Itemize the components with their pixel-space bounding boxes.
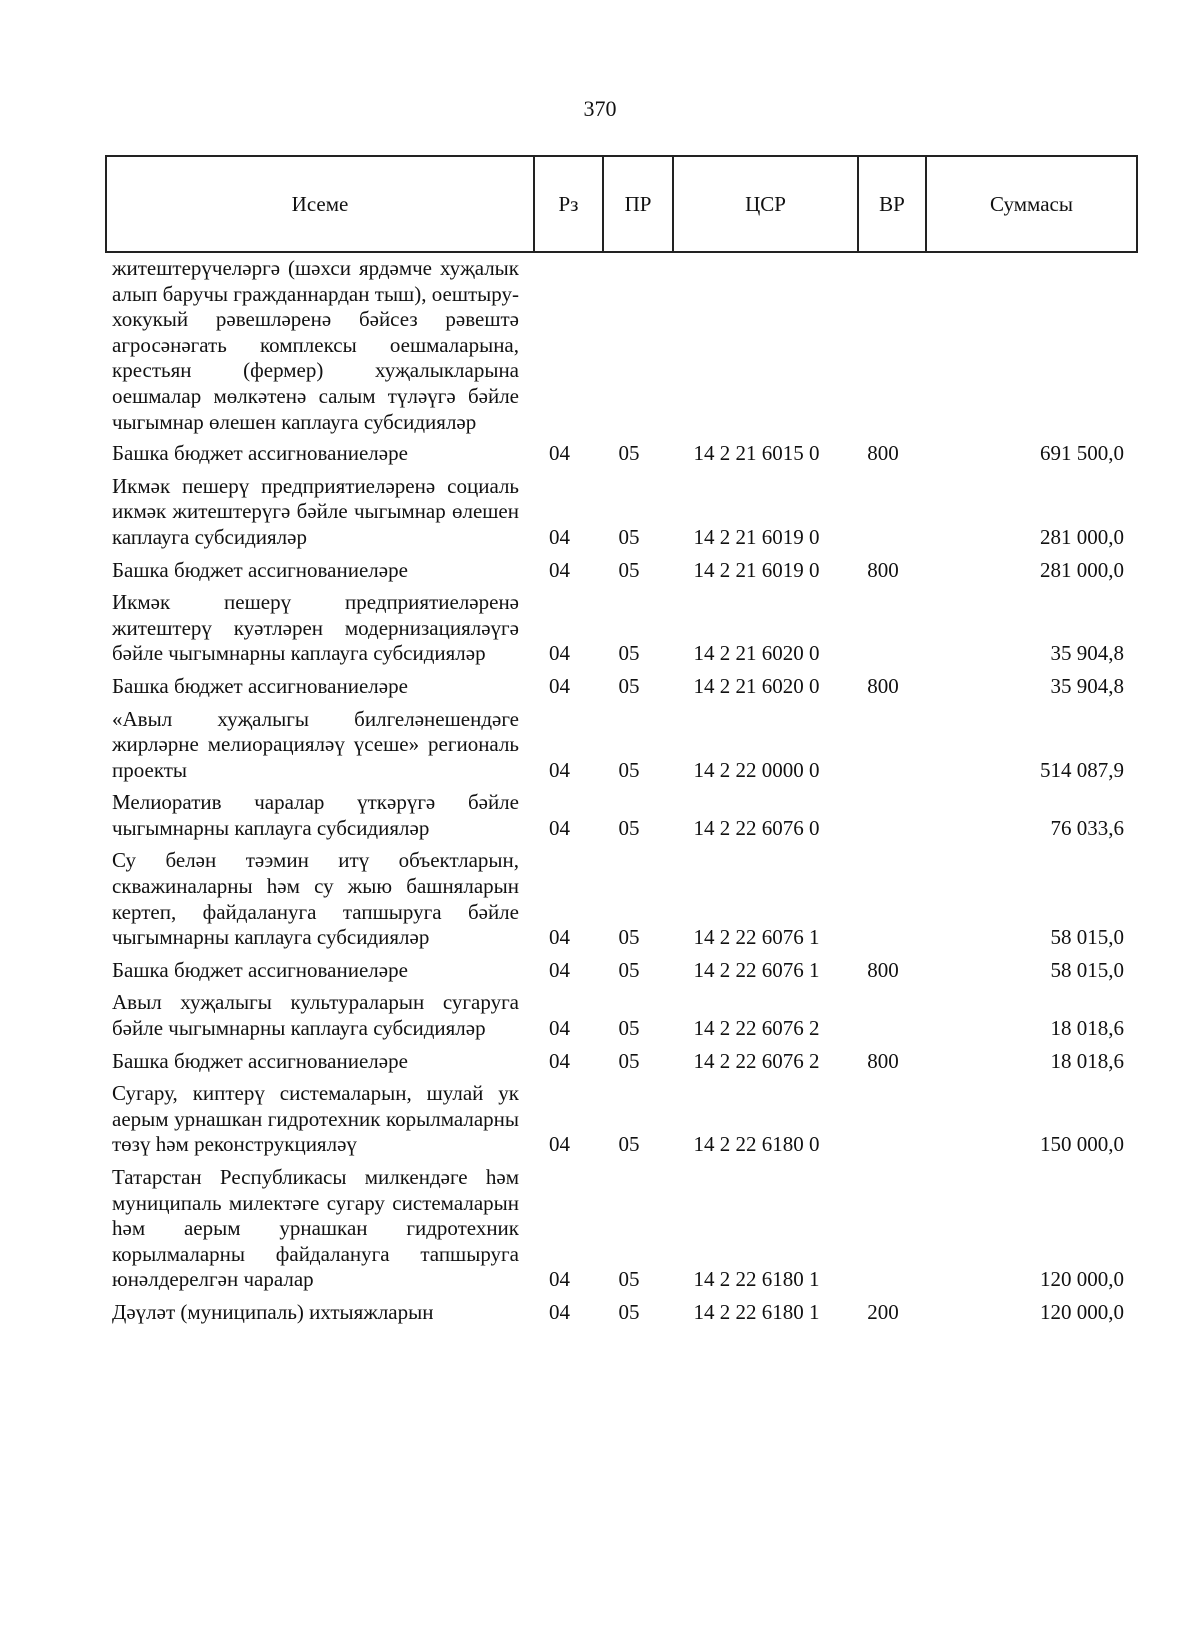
row-csr: 14 2 22 6076 0	[693, 815, 820, 840]
row-pr: 05	[618, 925, 640, 950]
row-pr: 05	[618, 524, 640, 549]
row-name: Сугару, киптерү системаларын, шулай ук аерым урнашкан гидротехник корылмаларны төзү һәм реконструкцияләү	[112, 1081, 519, 1157]
row-sum: 76 033,6	[1050, 815, 1124, 840]
row-name: Башка бюджет ассигнованиеләре	[112, 1048, 408, 1073]
row-csr: 14 2 21 6019 0	[693, 524, 820, 549]
row-sum: 35 904,8	[1050, 641, 1124, 666]
row-name: Мелиоратив чаралар үткәрүгә бәйле чыгымнарны каплауга субсидияләр	[112, 790, 519, 840]
row-sum: 58 015,0	[1050, 957, 1124, 982]
row-name: Башка бюджет ассигнованиеләре	[112, 557, 408, 582]
row-vr: 800	[867, 673, 899, 698]
row-csr: 14 2 21 6015 0	[693, 441, 820, 466]
row-pr: 05	[618, 441, 640, 466]
table-row	[105, 441, 1136, 467]
row-pr: 05	[618, 1132, 640, 1157]
table-row	[105, 1081, 1136, 1158]
row-sum: 691 500,0	[1040, 441, 1124, 466]
header-csr: ЦСР	[673, 156, 858, 252]
row-sum: 18 018,6	[1050, 1016, 1124, 1041]
header-rz: Рз	[534, 156, 603, 252]
row-pr: 05	[618, 1267, 640, 1292]
row-vr: 800	[867, 1048, 899, 1073]
table-row	[105, 990, 1136, 1041]
row-rz: 04	[549, 1299, 570, 1324]
row-sum: 120 000,0	[1040, 1267, 1124, 1292]
page-number: 370	[583, 96, 617, 121]
row-name: Икмәк пешерү предприятиеләренә житештерү куәтләрен модернизацияләүгә бәйле чыгымнарны каплауга субсидияләр	[112, 590, 519, 666]
row-csr: 14 2 22 6076 2	[693, 1048, 820, 1073]
row-rz: 04	[549, 524, 570, 549]
row-rz: 04	[549, 673, 570, 698]
table-row	[105, 590, 1136, 667]
header-sum: Суммасы	[926, 156, 1137, 252]
table-row	[105, 1300, 1136, 1326]
row-rz: 04	[549, 441, 570, 466]
row-pr: 05	[618, 673, 640, 698]
header-name: Исеме	[106, 156, 534, 252]
row-name: Башка бюджет ассигнованиеләре	[112, 441, 408, 466]
row-rz: 04	[549, 641, 570, 666]
row-name: Икмәк пешерү предприятиеләренә социаль икмәк житештерүгә бәйле чыгымнар өлешен каплауга субсидияләр	[112, 473, 519, 549]
row-pr: 05	[618, 1299, 640, 1324]
table-row	[105, 674, 1136, 700]
row-csr: 14 2 22 6180 1	[693, 1299, 820, 1324]
row-sum: 281 000,0	[1040, 524, 1124, 549]
row-sum: 281 000,0	[1040, 557, 1124, 582]
row-csr: 14 2 21 6020 0	[693, 641, 820, 666]
row-rz: 04	[549, 557, 570, 582]
row-name: Башка бюджет ассигнованиеләре	[112, 957, 408, 982]
row-rz: 04	[549, 1132, 570, 1157]
row-name: Су белән тәэмин итү объектларын, скважиналарны һәм су жыю башняларын кертеп, файдалануга тапшыруга бәйле чыгымнарны каплауга субсидияләр	[112, 848, 519, 950]
row-csr: 14 2 22 6180 1	[693, 1267, 820, 1292]
row-sum: 150 000,0	[1040, 1132, 1124, 1157]
row-sum: 35 904,8	[1050, 673, 1124, 698]
row-pr: 05	[618, 557, 640, 582]
row-csr: 14 2 21 6019 0	[693, 557, 820, 582]
table-row	[105, 1049, 1136, 1075]
row-pr: 05	[618, 757, 640, 782]
row-rz: 04	[549, 815, 570, 840]
row-name: «Авыл хуҗалыгы билгеләнешендәге жирләрне мелиорацияләү үсеше» региональ проекты	[112, 706, 519, 782]
row-rz: 04	[549, 957, 570, 982]
header-vr: ВР	[858, 156, 926, 252]
row-vr: 800	[867, 557, 899, 582]
table-row	[105, 474, 1136, 551]
row-name: Авыл хуҗалыгы культураларын сугаруга бәйле чыгымнарны каплауга субсидияләр	[112, 990, 519, 1041]
row-csr: 14 2 22 6076 2	[693, 1016, 820, 1041]
row-rz: 04	[549, 757, 570, 782]
table-row	[105, 790, 1136, 841]
row-pr: 05	[618, 641, 640, 666]
table-row	[105, 256, 1136, 435]
row-name: Татарстан Республикасы милкендәге һәм муниципаль милектәге сугару системаларын һәм аерым урнашкан гидротехник корылмаларны файдалануга тапшыруга юнәлдерелгән чаралар	[112, 1165, 519, 1292]
table-row	[105, 848, 1136, 950]
row-rz: 04	[549, 1016, 570, 1041]
table-body	[105, 256, 1136, 1333]
row-rz: 04	[549, 925, 570, 950]
row-sum: 18 018,6	[1050, 1048, 1124, 1073]
row-csr: 14 2 22 6076 1	[693, 957, 820, 982]
table-row	[105, 958, 1136, 984]
table-header	[105, 155, 1138, 253]
row-pr: 05	[618, 957, 640, 982]
row-pr: 05	[618, 815, 640, 840]
row-rz: 04	[549, 1267, 570, 1292]
row-sum: 120 000,0	[1040, 1299, 1124, 1324]
row-vr: 800	[867, 441, 899, 466]
row-pr: 05	[618, 1048, 640, 1073]
row-sum: 58 015,0	[1050, 925, 1124, 950]
row-csr: 14 2 22 6076 1	[693, 925, 820, 950]
table-row	[105, 707, 1136, 784]
row-sum: 514 087,9	[1040, 757, 1124, 782]
row-rz: 04	[549, 1048, 570, 1073]
row-name: житештерүчеләргә (шәхси ярдәмче хуҗалык алып баручы гражданнардан тыш), оештыру-хокукый рәвешләренә бәйсез рәвештә агросәнәгать комплексы оешмаларына, крестьян (фермер) хуҗалыкларына оешмалар мөлкәтенә салым түләүгә бәйле чыгымнар өлешен каплауга субсидияләр	[112, 256, 519, 434]
row-csr: 14 2 22 6180 0	[693, 1132, 820, 1157]
row-name: Дәүләт (муниципаль) ихтыяжларын	[112, 1299, 434, 1324]
row-csr: 14 2 22 0000 0	[693, 757, 820, 782]
row-csr: 14 2 21 6020 0	[693, 673, 820, 698]
row-pr: 05	[618, 1016, 640, 1041]
table-row	[105, 1165, 1136, 1293]
row-vr: 200	[867, 1299, 899, 1324]
table-row	[105, 558, 1136, 584]
header-pr: ПР	[603, 156, 673, 252]
row-name: Башка бюджет ассигнованиеләре	[112, 673, 408, 698]
row-vr: 800	[867, 957, 899, 982]
